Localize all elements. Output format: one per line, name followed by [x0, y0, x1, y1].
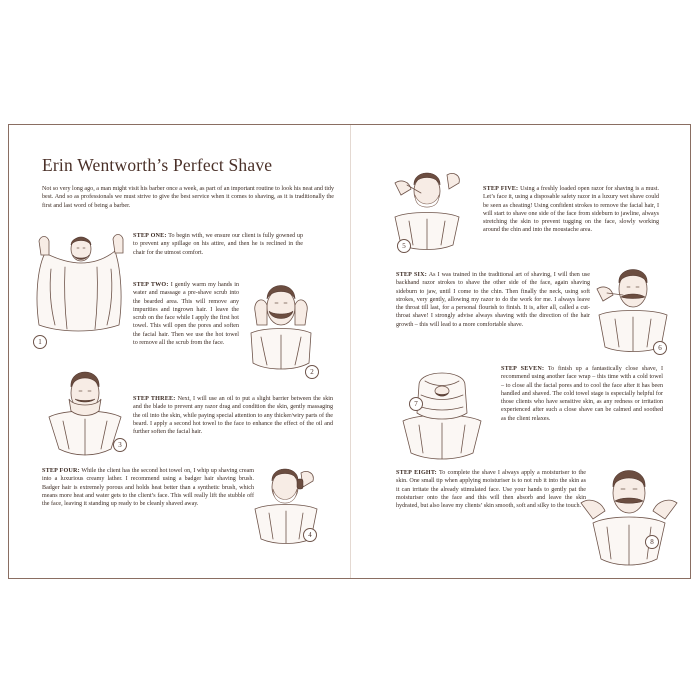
step-number-4: 4 — [303, 528, 317, 542]
step-2-text: I gently warm my hands in water and massage a pre-shave scrub into the bearded area. This will remove any impurities and ingrown hair. I leave the scrub on the face while I apply the first hot towel. This will open the pores and soften the facial hair. Then we use the hot towel to remove all the scrub from the face. — [133, 282, 239, 347]
intro-paragraph: Not so very long ago, a man might visit his barber once a week, as part of an important routine to look his neat and tidy best. And so as professionals we must strive to give the best service when it comes to shaving, as it is traditionally the first and last word of being a barber. — [42, 186, 334, 209]
step-1-paragraph — [133, 232, 303, 257]
step-8-paragraph — [396, 469, 586, 510]
step-6-text: As I was trained in the traditional art of shaving, I will then use backhand razor strokes to shave the other side of the face, again shaving sideburn to jaw, until I come to the chin. Then finally the neck, using soft strokes, very gently, allowing my razor to do the work for me. I always leave the throat till last, for a personal flourish to finish. It is, after all, called a cut-throat shave! I strongly advise always shaving with the direction of the hair growth – this will lead to a more comfortable shave. — [396, 272, 591, 328]
illustration-step-7 — [395, 365, 489, 461]
page-title: Erin Wentworth’s Perfect Shave — [42, 155, 273, 175]
page-gutter — [350, 125, 351, 578]
step-1-label: STEP ONE: — [133, 233, 167, 239]
step-number-1: 1 — [33, 335, 47, 349]
step-number-2: 2 — [305, 365, 319, 379]
step-1-text: To begin with, we ensure our client is fully gowned up to prevent any spillage on his attire, and then he is reclined in the chair for the utmost comfort. — [133, 233, 304, 256]
step-4-text: While the client has the second hot towel on, I whip up shaving cream into a luxurious creamy lather. I recommend using a badger hair shaving brush. Badger hair is extremely porous and holds heat better than a synthetic brush, which means more heat and water gets to the client’s face. This will really lift the stubble off the face, leaving it standing up ready to be cleanly shaved away. — [42, 468, 254, 508]
illustration-step-1 — [31, 229, 131, 341]
step-8-text: To complete the shave I always apply a moisturiser to the skin. One small tip when applying moisturiser is to not rub it into the skin as it can irritate the already stimulated face. Use your hands to gently pat the moisturiser onto the face and this will then absorb and leave the skin hydrated, but also leave my clients’ skin smooth, soft and silky to the touch. — [396, 470, 586, 510]
step-number-3: 3 — [113, 438, 127, 452]
step-8-label: STEP EIGHT: — [396, 470, 437, 476]
step-number-7: 7 — [409, 397, 423, 411]
step-5-label: STEP FIVE: — [483, 186, 519, 192]
step-5-paragraph — [483, 185, 659, 235]
step-number-8: 8 — [645, 535, 659, 549]
step-7-label: STEP SEVEN: — [501, 366, 545, 372]
step-6-paragraph — [396, 271, 590, 329]
illustration-step-2 — [245, 271, 317, 381]
illustration-step-8 — [579, 457, 679, 573]
step-3-paragraph — [133, 395, 333, 436]
step-5-text: Using a freshly loaded open razor for shaving is a must. Let’s face it, using a disposable safety razor in a luxury wet shave could be seen as cheating! Using confident strokes to remove the facial hair, I will start to shave one side of the face from sideburn to jawline, always stretching the skin to prevent tugging on the face, slowly working around the chin and into the moustache area. — [483, 186, 659, 234]
step-4-paragraph — [42, 467, 254, 508]
step-4-label: STEP FOUR: — [42, 468, 80, 474]
step-7-paragraph — [501, 365, 663, 423]
book-spread — [8, 124, 691, 579]
step-6-label: STEP SIX: — [396, 272, 427, 278]
step-2-label: STEP TWO: — [133, 282, 169, 288]
step-number-5: 5 — [397, 239, 411, 253]
step-3-label: STEP THREE: — [133, 396, 176, 402]
step-7-text: To finish up a fantastically close shave, I recommend using another face wrap – this time with a cold towel – to close all the facial pores and to cool the face after it has been handled and shaved. The cold towel stage is especially helpful for those clients who have sensitive skin, as any redness or irritation experienced after such a close shave can be calmed and soothed as the client relaxes. — [501, 366, 664, 422]
step-3-text: Next, I will use an oil to put a slight barrier between the skin and the blade to prevent any razor drag and condition the skin, gently massaging the oil into the skin, while paying special attention to any thicker/wiry parts of the beard. I apply a second hot towel to the face to enhance the effect of the oil and further soften the facial hair. — [133, 396, 333, 436]
step-2-paragraph — [133, 281, 239, 347]
step-number-6: 6 — [653, 341, 667, 355]
